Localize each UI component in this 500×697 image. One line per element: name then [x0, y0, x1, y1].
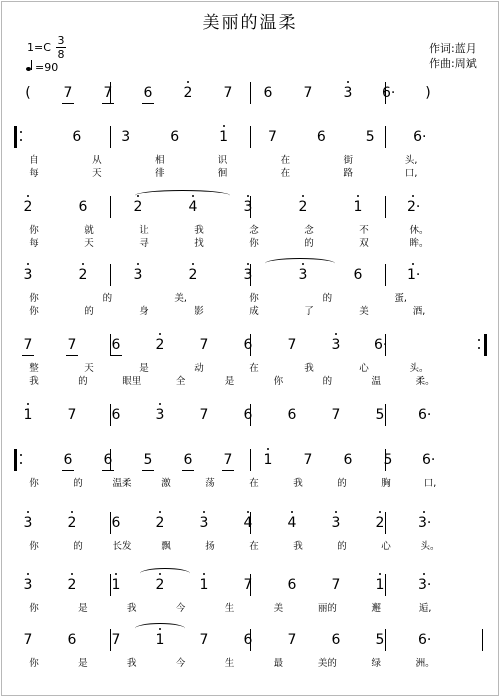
repeat-bar — [484, 334, 487, 356]
note: 7 — [287, 337, 297, 353]
tempo-mark — [26, 61, 58, 74]
lyric-char: 是 — [78, 603, 88, 614]
note: 7 — [267, 129, 277, 145]
lyric-char: 眼里 — [122, 376, 142, 387]
lyric-char: 头, — [404, 155, 418, 166]
lyric-char: 路 — [343, 168, 354, 179]
bar-line — [250, 449, 251, 471]
composer-credit: 作曲:周斌 — [429, 57, 477, 70]
lyric-char: 你 — [249, 293, 259, 304]
lyric-char: 在 — [280, 155, 291, 166]
note: 3 — [22, 578, 34, 592]
note: 1 — [110, 578, 122, 592]
lyric-char: 的 — [337, 478, 347, 489]
lyric-char: 整 — [29, 363, 39, 374]
note: 1· — [407, 268, 419, 282]
lyric-char: 胸 — [381, 478, 391, 489]
lyric-char: 你 — [29, 603, 39, 614]
note: 6 — [331, 632, 341, 648]
note: 6 — [111, 337, 121, 353]
lyric-char: 天 — [92, 168, 102, 179]
note: 7 — [199, 407, 209, 423]
note: 7 — [23, 337, 33, 353]
octave-dot — [223, 125, 225, 127]
lyric-char: 双 — [359, 238, 369, 249]
lyric-char: 绿 — [371, 658, 381, 669]
lyric-char: 洲。 — [415, 658, 435, 669]
underline-beam — [142, 470, 154, 471]
note: 5 — [375, 407, 385, 423]
lyric-char: 美的 — [317, 658, 337, 669]
lyric-char: 休。 — [409, 225, 429, 236]
note: 4 — [187, 200, 199, 214]
note: 7 — [67, 337, 77, 353]
note: 3 — [242, 268, 254, 282]
note: 2 — [132, 200, 144, 214]
note: 2· — [407, 200, 419, 214]
octave-dot — [27, 403, 29, 405]
note: 7 — [331, 407, 341, 423]
underline-beam — [62, 103, 74, 104]
octave-dot — [267, 448, 269, 450]
note: 6 — [143, 85, 153, 101]
note: 7 — [303, 452, 313, 468]
octave-dot — [423, 511, 425, 513]
note: 6 — [343, 452, 353, 468]
lyric-char: 成 — [249, 306, 259, 317]
lyric-char: 的 — [73, 478, 83, 489]
underline-beam — [102, 103, 114, 104]
lyric-char: 念 — [249, 225, 259, 236]
note: 4 — [242, 516, 254, 530]
note: 2 — [374, 516, 386, 530]
octave-dot — [27, 263, 29, 265]
note: 1 — [22, 408, 34, 422]
lyric-char: 街 — [343, 155, 354, 166]
note: 6 — [287, 407, 297, 423]
lyric-char: 口, — [423, 478, 437, 489]
note: 3 — [121, 129, 131, 145]
lyric-char: 荡 — [205, 478, 215, 489]
note: 2 — [187, 268, 199, 282]
note: 6 — [72, 129, 82, 145]
lyric-char: 心 — [359, 363, 369, 374]
lyric-char: 我 — [127, 603, 137, 614]
lyric-char: 从 — [92, 155, 102, 166]
lyric-char: 的 — [304, 238, 314, 249]
note: 6· — [382, 85, 396, 101]
quarter-note-icon — [26, 67, 31, 71]
lyric-char: 天 — [84, 363, 94, 374]
note: 3 — [198, 516, 210, 530]
octave-dot — [247, 263, 249, 265]
lyric-char: 酒, — [412, 306, 426, 317]
octave-dot — [27, 573, 29, 575]
note: 6 — [111, 407, 121, 423]
lyric-char: 找 — [194, 238, 204, 249]
note: 6 — [353, 267, 363, 283]
octave-dot — [423, 573, 425, 575]
octave-dot — [115, 573, 117, 575]
note: 6 — [287, 577, 297, 593]
octave-dot — [137, 263, 139, 265]
underline-beam — [222, 470, 234, 471]
lyric-char: 全 — [175, 376, 186, 387]
lyric-char: 的 — [102, 293, 113, 304]
octave-dot — [71, 573, 73, 575]
note: 2 — [297, 200, 309, 214]
note: 6 — [170, 129, 180, 145]
lyric-char: 的 — [73, 541, 83, 552]
lyric-char: 长发 — [112, 541, 132, 552]
lyric-char: 就 — [84, 225, 94, 236]
note: 2 — [77, 268, 89, 282]
time-signature-top: 3 — [57, 34, 65, 47]
octave-dot — [412, 263, 414, 265]
lyric-char: 我 — [127, 658, 137, 669]
octave-dot — [159, 403, 161, 405]
note: 7 — [223, 85, 233, 101]
note: 3 — [330, 338, 342, 352]
lyric-char: 的 — [84, 306, 94, 317]
lyric-char: 的 — [322, 376, 333, 387]
lyric-char: 我 — [29, 376, 39, 387]
note: 7 — [199, 337, 209, 353]
note: 6 — [78, 199, 88, 215]
note: 7 — [303, 85, 313, 101]
note: ) — [425, 85, 431, 101]
octave-dot — [27, 195, 29, 197]
lyric-char: 温 — [371, 376, 381, 387]
lyric-char: 在 — [249, 478, 259, 489]
note: 3 — [22, 268, 34, 282]
note: 7 — [287, 632, 297, 648]
repeat-dot — [20, 131, 22, 133]
underline-beam — [182, 470, 194, 471]
octave-dot — [187, 81, 189, 83]
slur — [135, 623, 185, 634]
lyric-char: 徊 — [217, 168, 228, 179]
note: 6 — [63, 452, 73, 468]
note: 3· — [418, 516, 430, 530]
lyric-char: 美 — [273, 603, 284, 614]
note: 5 — [375, 632, 385, 648]
note: 7 — [23, 632, 33, 648]
note: 3 — [342, 86, 354, 100]
lyric-char: 动 — [194, 363, 204, 374]
time-signature-bottom: 8 — [57, 48, 65, 61]
note: 3· — [418, 578, 430, 592]
slur — [135, 190, 230, 201]
octave-dot — [347, 81, 349, 83]
lyric-char: 激 — [161, 478, 171, 489]
lyric-char: 心 — [381, 541, 391, 552]
lyric-char: 眸。 — [409, 238, 429, 249]
underline-beam — [102, 470, 114, 471]
note: 4 — [286, 516, 298, 530]
octave-dot — [247, 195, 249, 197]
octave-dot — [203, 573, 205, 575]
lyric-char: 今 — [175, 603, 186, 614]
underline-beam — [22, 355, 34, 356]
note: 6· — [422, 452, 436, 468]
lyricist-credit: 作词:蓝月 — [429, 42, 477, 55]
underline-beam — [142, 103, 154, 104]
lyric-char: 你 — [249, 238, 259, 249]
lyric-char: 今 — [175, 658, 186, 669]
note: 7 — [63, 85, 73, 101]
underline-beam — [62, 470, 74, 471]
repeat-dot — [20, 454, 22, 456]
lyric-char: 是 — [78, 658, 88, 669]
note: 3 — [297, 268, 309, 282]
lyric-char: 的 — [78, 376, 88, 387]
note: 1 — [218, 130, 230, 144]
note: 2 — [154, 516, 166, 530]
note: 1 — [198, 578, 210, 592]
bar-line — [250, 82, 251, 104]
bar-line — [385, 196, 386, 218]
note: 3 — [132, 268, 144, 282]
octave-dot — [291, 511, 293, 513]
bar-line — [110, 264, 111, 286]
note: 3 — [330, 516, 342, 530]
lyric-char: 蛋, — [394, 293, 407, 304]
note: 6 — [243, 407, 253, 423]
note: 7 — [223, 452, 233, 468]
note: 1 — [154, 633, 166, 647]
lyric-char: 每 — [29, 238, 39, 249]
repeat-dot — [478, 339, 480, 341]
lyric-char: 每 — [29, 168, 39, 179]
repeat-dot — [478, 347, 480, 349]
lyric-char: 的 — [322, 293, 333, 304]
tempo-value: =90 — [35, 61, 59, 74]
lyric-char: 自 — [29, 155, 39, 166]
octave-dot — [71, 511, 73, 513]
repeat-dot — [20, 139, 22, 141]
lyric-char: 头。 — [420, 541, 440, 552]
repeat-bar — [14, 126, 17, 148]
note: 7 — [243, 577, 253, 593]
lyric-char: 了 — [304, 306, 314, 317]
lyric-char: 身 — [139, 306, 149, 317]
slur — [140, 568, 190, 579]
note: 7 — [103, 85, 113, 101]
repeat-bar — [14, 449, 17, 471]
note: 2 — [66, 578, 78, 592]
note: 6· — [374, 337, 388, 353]
lyric-char: 头。 — [409, 363, 429, 374]
lyric-char: 让 — [139, 225, 149, 236]
note: 3 — [154, 408, 166, 422]
octave-dot — [302, 195, 304, 197]
note: 6· — [418, 407, 432, 423]
lyric-char: 我 — [304, 363, 314, 374]
lyric-char: 美 — [359, 306, 369, 317]
note: 6 — [183, 452, 193, 468]
lyric-char: 你 — [29, 306, 39, 317]
lyric-char: 你 — [29, 658, 39, 669]
note: 7 — [199, 632, 209, 648]
lyric-char: 影 — [194, 306, 204, 317]
lyric-char: 天 — [84, 238, 94, 249]
lyric-char: 寻 — [139, 238, 149, 249]
note: 6 — [263, 85, 273, 101]
note: 7 — [111, 632, 121, 648]
note: 3 — [22, 516, 34, 530]
lyric-char: 徘 — [154, 168, 165, 179]
lyric-char: 我 — [293, 541, 303, 552]
note: 6 — [316, 129, 326, 145]
note: 7 — [67, 407, 77, 423]
note: 6 — [111, 515, 121, 531]
lyric-char: 你 — [29, 478, 39, 489]
lyric-char: 生 — [224, 658, 235, 669]
lyric-char: 不 — [359, 225, 369, 236]
octave-dot — [192, 263, 194, 265]
octave-dot — [412, 195, 414, 197]
lyric-char: 丽的 — [317, 603, 337, 614]
note: 1 — [352, 200, 364, 214]
repeat-dot — [20, 462, 22, 464]
lyric-char: 你 — [29, 225, 39, 236]
bar-line — [385, 126, 386, 148]
lyric-char: 在 — [280, 168, 291, 179]
note: 1 — [262, 453, 274, 467]
slur — [265, 258, 335, 269]
lyric-char: 生 — [224, 603, 235, 614]
bar-line — [385, 264, 386, 286]
lyric-char: 识 — [217, 155, 228, 166]
octave-dot — [335, 511, 337, 513]
lyric-char: 逅, — [418, 603, 432, 614]
note: 2 — [22, 200, 34, 214]
note: 6 — [103, 452, 113, 468]
lyric-char: 邂 — [371, 603, 381, 614]
octave-dot — [82, 263, 84, 265]
note: 2 — [154, 338, 166, 352]
note: 2 — [182, 86, 194, 100]
note: 1 — [374, 578, 386, 592]
octave-dot — [247, 511, 249, 513]
note: 6· — [413, 129, 427, 145]
lyric-char: 温柔 — [112, 478, 132, 489]
note: 5 — [143, 452, 153, 468]
octave-dot — [335, 333, 337, 335]
note: 5 — [365, 129, 375, 145]
lyric-char: 美, — [174, 293, 187, 304]
note: 6 — [67, 632, 77, 648]
lyric-char: 我 — [293, 478, 303, 489]
lyric-char: 飘 — [161, 541, 171, 552]
lyric-char: 你 — [273, 376, 284, 387]
lyric-char: 口, — [404, 168, 418, 179]
lyric-char: 你 — [29, 293, 39, 304]
lyric-char: 是 — [224, 376, 235, 387]
bar-line — [110, 126, 111, 148]
note: 6· — [418, 632, 432, 648]
note: 6 — [243, 337, 253, 353]
lyric-char: 柔。 — [415, 376, 435, 387]
lyric-char: 你 — [29, 541, 39, 552]
song-title: 美丽的温柔 — [202, 13, 298, 33]
lyric-char: 在 — [249, 363, 259, 374]
octave-dot — [379, 511, 381, 513]
bar-line — [110, 196, 111, 218]
time-signature — [56, 34, 66, 61]
lyric-char: 我 — [194, 225, 204, 236]
lyric-char: 最 — [273, 658, 284, 669]
note: 6 — [243, 632, 253, 648]
octave-dot — [203, 511, 205, 513]
lyric-char: 在 — [249, 541, 259, 552]
octave-dot — [379, 573, 381, 575]
lyric-char: 扬 — [205, 541, 215, 552]
octave-dot — [159, 511, 161, 513]
octave-dot — [27, 511, 29, 513]
note: ( — [25, 85, 31, 101]
note: 5 — [383, 452, 393, 468]
key-signature: 1=C — [27, 41, 51, 54]
bar-line — [482, 629, 483, 651]
lyric-char: 的 — [337, 541, 347, 552]
octave-dot — [357, 195, 359, 197]
octave-dot — [159, 333, 161, 335]
lyric-char: 念 — [304, 225, 314, 236]
note: 2 — [154, 578, 166, 592]
underline-beam — [110, 355, 122, 356]
underline-beam — [66, 355, 78, 356]
note: 3 — [242, 200, 254, 214]
lyric-char: 是 — [139, 363, 149, 374]
note: 2 — [66, 516, 78, 530]
bar-line — [250, 126, 251, 148]
lyric-char: 相 — [154, 155, 165, 166]
note: 7 — [331, 577, 341, 593]
